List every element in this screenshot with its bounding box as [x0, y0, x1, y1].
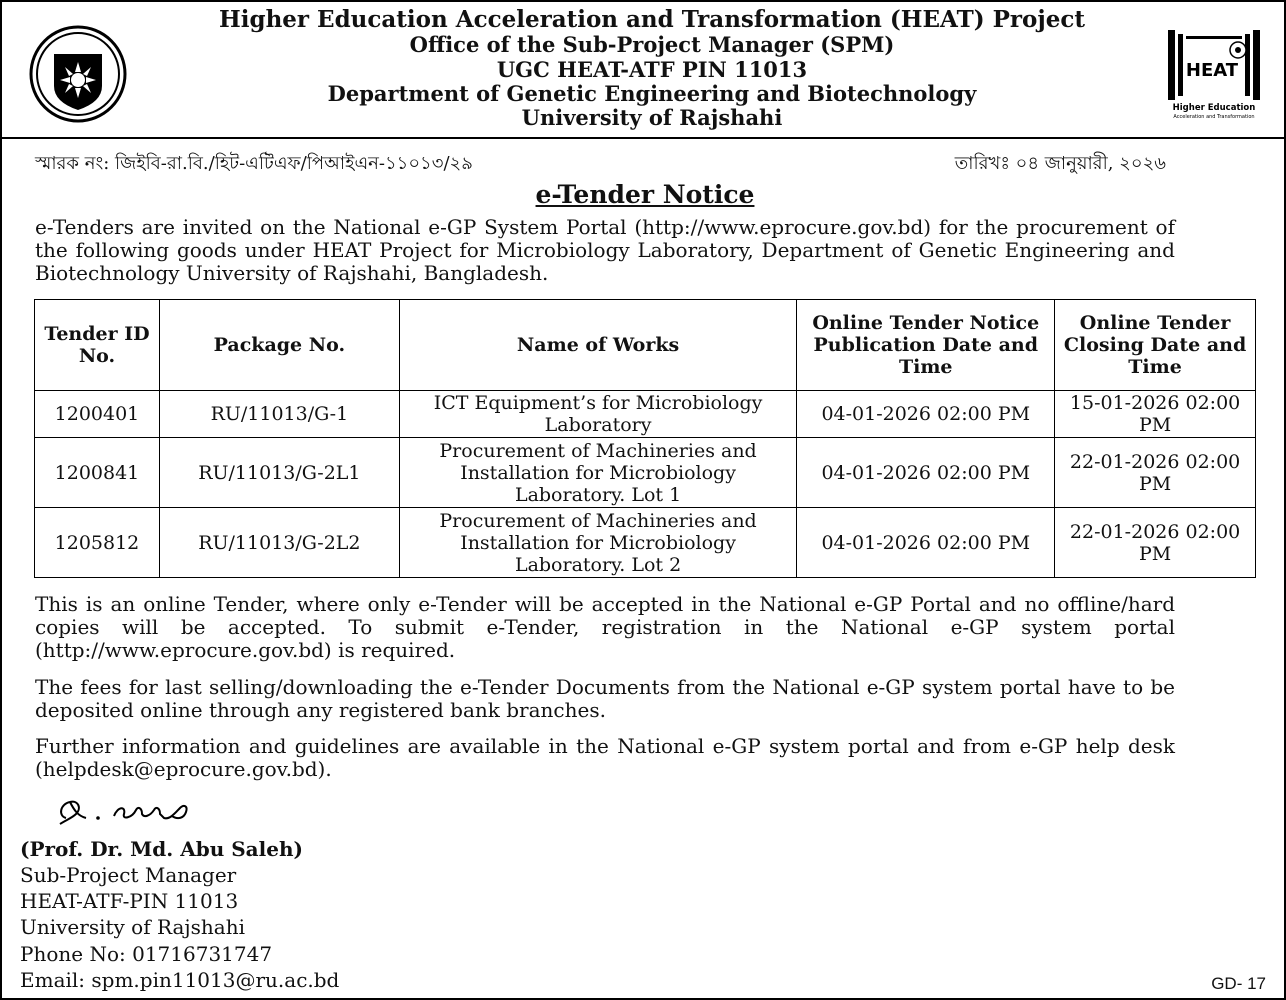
footer-code: GD- 17 — [1211, 974, 1266, 993]
tender-table — [34, 299, 1256, 578]
package-cell: RU/11013/G-2L1 — [159, 438, 399, 508]
closing-date-cell: 22-01-2026 02:00 PM — [1055, 508, 1256, 578]
closing-date-cell: 15-01-2026 02:00 PM — [1055, 391, 1256, 438]
tender-id-cell: 1200841 — [35, 438, 160, 508]
university-title: University of Rajshahi — [521, 105, 783, 130]
letterhead — [2, 2, 1284, 139]
project-title: Higher Education Acceleration and Transformation (HEAT) Project — [219, 6, 1085, 33]
online-tender-paragraph: This is an online Tender, where only e-Tender will be accepted in the National e-GP Portal and no offline/hard copies will be accepted. To submit e-Tender, registration in the National e-GP system portal (http://www.eprocure.gov.bd) is required. — [35, 592, 1175, 662]
signatory-title: Sub-Project Manager — [20, 863, 237, 887]
signatory-name: (Prof. Dr. Md. Abu Saleh) — [20, 837, 303, 861]
further-info-paragraph: Further information and guidelines are available in the National e-GP system portal and from e-GP help desk (helpdesk@eprocure.gov.bd). — [35, 734, 1175, 781]
publication-date-cell: 04-01-2026 02:00 PM — [797, 438, 1055, 508]
memo-date: তারিখঃ ০৪ জানুয়ারী, ২০২৬ — [954, 153, 1166, 174]
signatory-pin: HEAT-ATF-PIN 11013 — [20, 889, 239, 913]
tender-id-cell: 1200401 — [35, 391, 160, 438]
heat-logo-subtitle: Higher Education — [1172, 103, 1256, 113]
office-title: Office of the Sub-Project Manager (SPM) — [409, 32, 895, 57]
signatory-email: Email: spm.pin11013@ru.ac.bd — [20, 968, 340, 992]
memo-reference: স্মারক নং: জিইবি-রা.বি./হিট-এটিএফ/পিআইএন-১১০১৩/২৯ — [35, 153, 473, 174]
works-cell: Procurement of Machineries and Installation for Microbiology Laboratory. Lot 1 — [399, 438, 797, 508]
works-cell: Procurement of Machineries and Installation for Microbiology Laboratory. Lot 2 — [399, 508, 797, 578]
department-title: Department of Genetic Engineering and Biotechnology — [327, 81, 977, 106]
closing-date-cell: 22-01-2026 02:00 PM — [1055, 438, 1256, 508]
intro-paragraph: e-Tenders are invited on the National e-GP System Portal (http://www.eprocure.gov.bd) for the procurement of the following goods under HEAT Project for Microbiology Laboratory, Department of Genetic Engineering and Biotechnology University of Rajshahi, Bangladesh. — [35, 215, 1175, 285]
signatory-phone: Phone No: 01716731747 — [20, 942, 273, 966]
publication-date-cell: 04-01-2026 02:00 PM — [797, 391, 1055, 438]
column-header: Online Tender Closing Date and Time — [1055, 300, 1256, 391]
works-cell: ICT Equipment’s for Microbiology Laboratory — [399, 391, 797, 438]
package-cell: RU/11013/G-1 — [159, 391, 399, 438]
heat-logo-subtitle-small: Acceleration and Transformation — [1173, 114, 1255, 120]
table-row — [35, 508, 1256, 578]
column-header: Package No. — [159, 300, 399, 391]
university-emblem-icon — [28, 24, 128, 124]
heat-logo-icon — [1164, 22, 1264, 122]
table-header-row — [35, 300, 1256, 391]
heat-logo-text: HEAT — [1185, 60, 1239, 81]
publication-date-cell: 04-01-2026 02:00 PM — [797, 508, 1055, 578]
table-row — [35, 391, 1256, 438]
tender-id-cell: 1205812 — [35, 508, 160, 578]
package-cell: RU/11013/G-2L2 — [159, 508, 399, 578]
fees-paragraph: The fees for last selling/downloading the e-Tender Documents from the National e-GP system portal have to be deposited online through any registered bank branches. — [35, 675, 1175, 722]
pin-title: UGC HEAT-ATF PIN 11013 — [496, 57, 808, 82]
column-header: Online Tender Notice Publication Date and Time — [797, 300, 1055, 391]
column-header: Tender ID No. — [35, 300, 160, 391]
signature-icon — [52, 794, 242, 828]
signatory-university: University of Rajshahi — [20, 915, 245, 939]
table-row — [35, 438, 1256, 508]
column-header: Name of Works — [399, 300, 797, 391]
notice-title: e-Tender Notice — [535, 180, 755, 209]
